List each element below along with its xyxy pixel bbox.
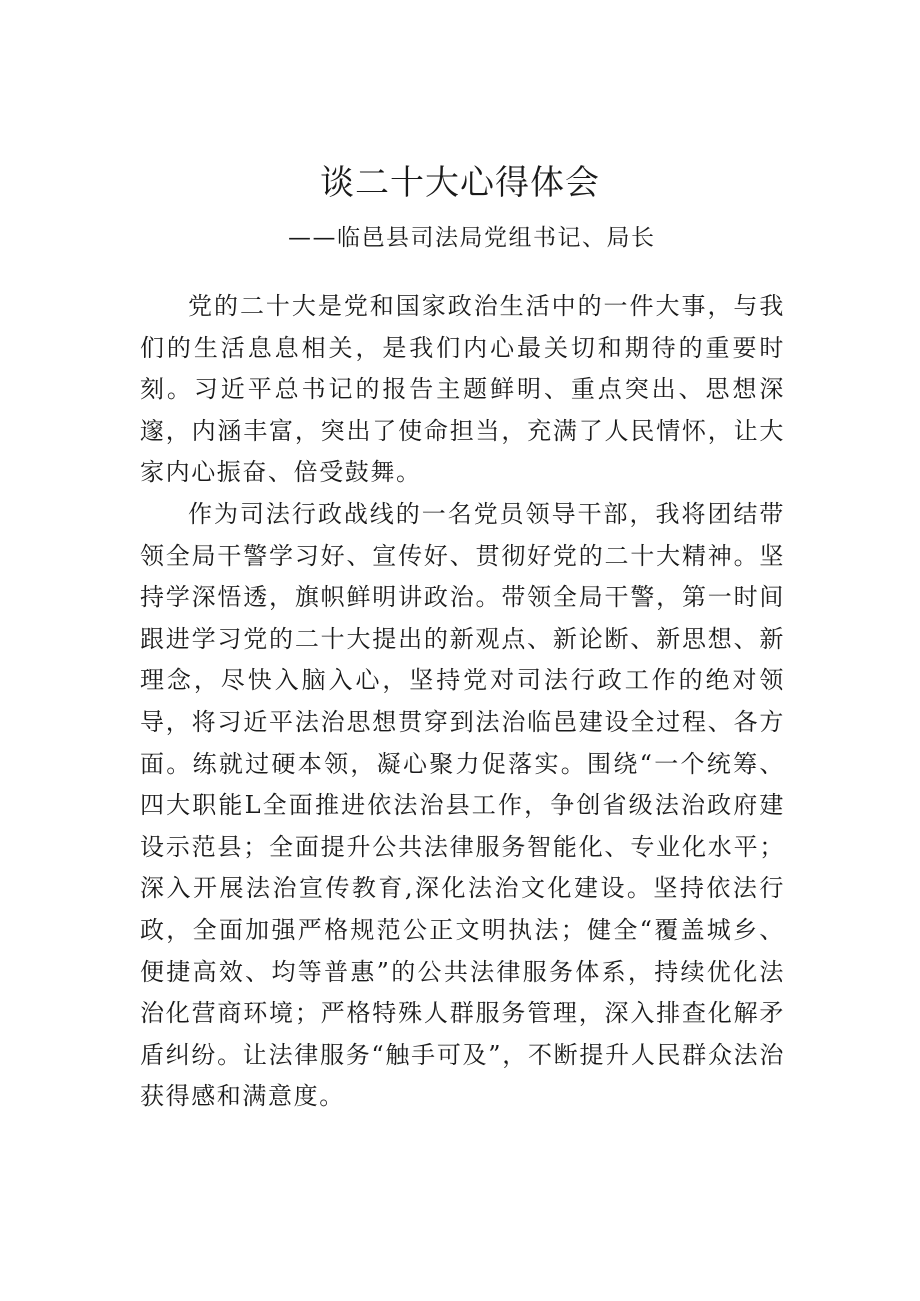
document-body bbox=[140, 286, 785, 1118]
document-title: 谈二十大心得体会 bbox=[320, 163, 600, 203]
paragraph-1: 党的二十大是党和国家政治生活中的一件大事，与我们的生活息息相关，是我们内心最关切和期待的重要时刻。习近平总书记的报告主题鲜明、重点突出、思想深邃，内涵丰富，突出了使命担当，充满了人民情怀，让大家内心振奋、倍受鼓舞。 bbox=[140, 292, 785, 487]
document-subtitle: ——临邑县司法局党组书记、局长 bbox=[288, 225, 656, 251]
paragraph-2: 作为司法行政战线的一名党员领导干部，我将团结带领全局干警学习好、宣传好、贯彻好党的二十大精神。坚持学深悟透，旗帜鲜明讲政治。带领全局干警，第一时间跟进学习党的二十大提出的新观点、新论断、新思想、新理念，尽快入脑入心，坚持党对司法行政工作的绝对领导，将习近平法治思想贯穿到法治临邑建设全过程、各方面。练就过硬本领，凝心聚力促落实。围绕“一个统筹、四大职能L全面推进依法治县工作，争创省级法治政府建设示范县；全面提升公共法律服务智能化、专业化水平；深入开展法治宣传教育,深化法治文化建设。坚持依法行政，全面加强严格规范公正文明执法；健全“覆盖城乡、便捷高效、均等普惠”的公共法律服务体系，持续优化法治化营商环境；严格特殊人群服务管理，深入排查化解矛盾纠纷。让法律服务“触手可及”，不断提升人民群众法治获得感和满意度。 bbox=[140, 499, 785, 1111]
